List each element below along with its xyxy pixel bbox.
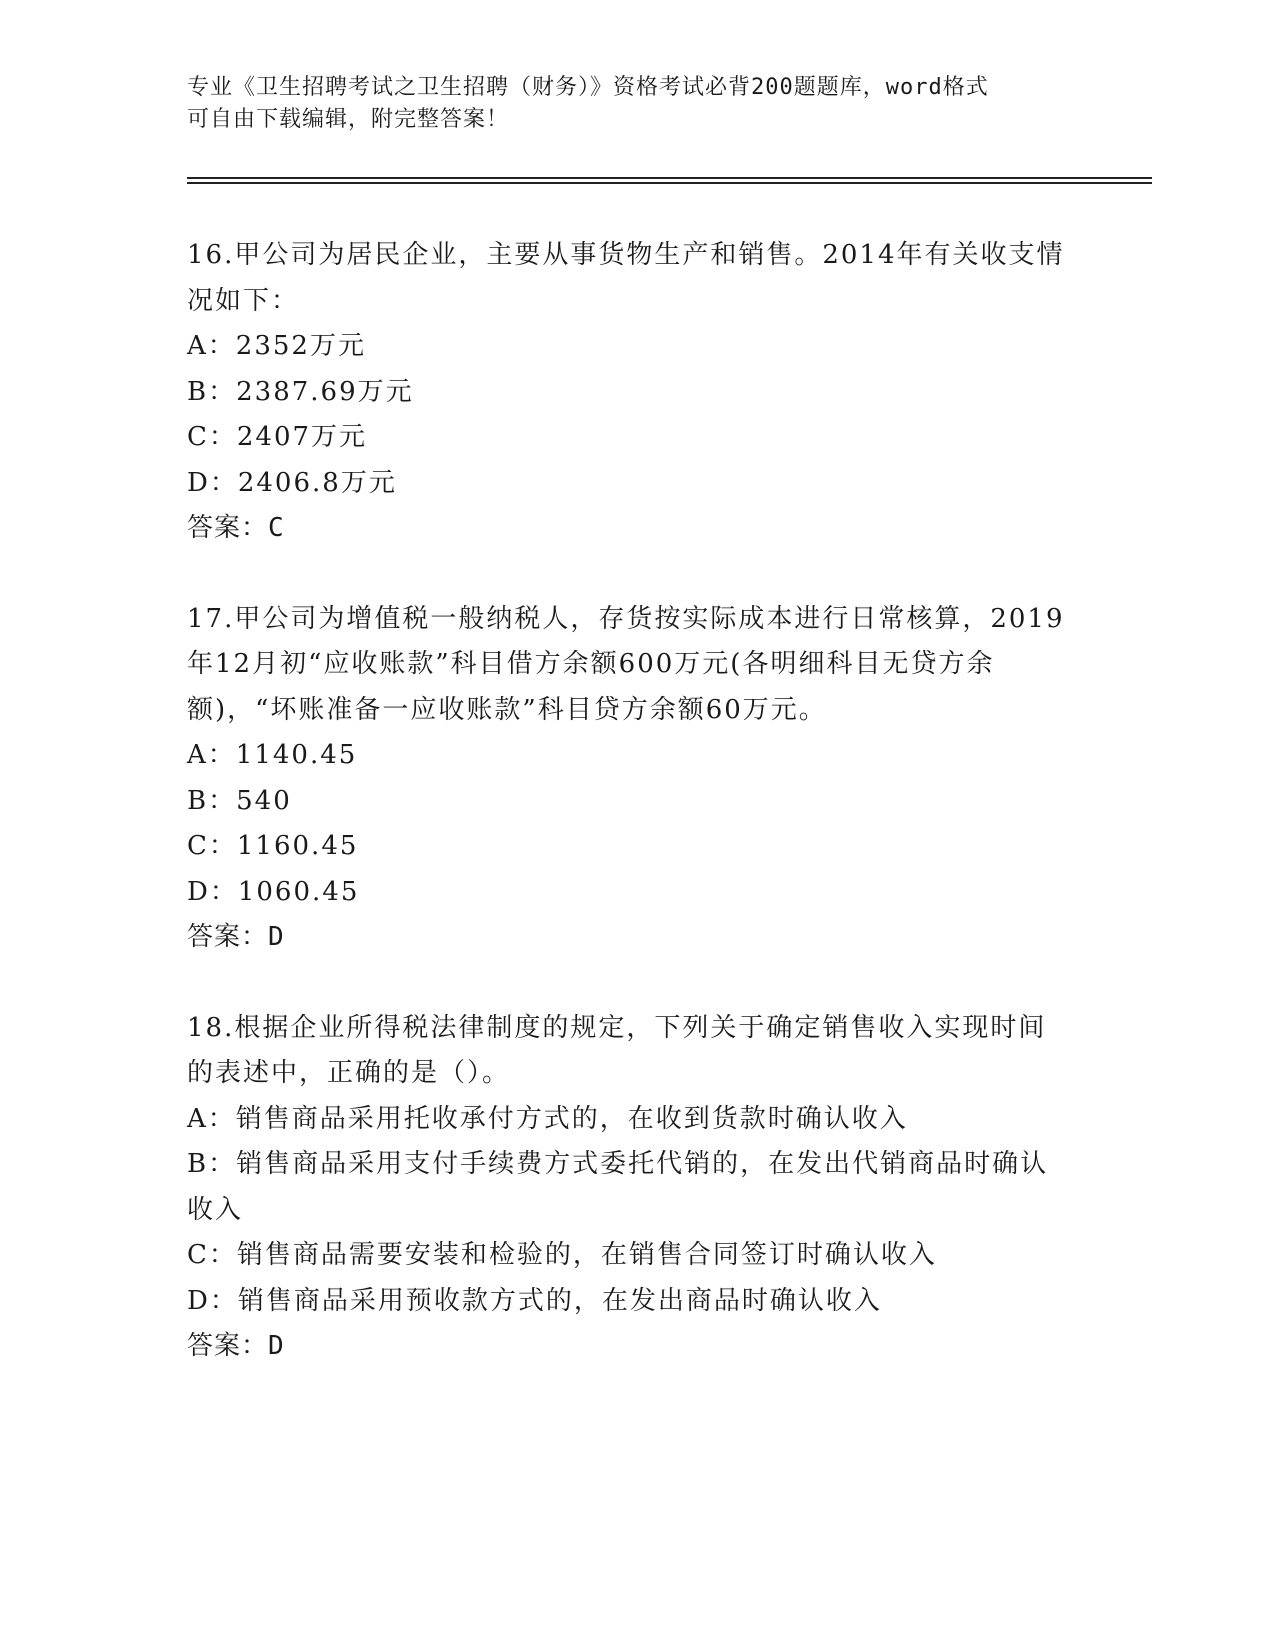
option-a: A：1140.45: [187, 740, 358, 770]
header-line: 专业《卫生招聘考试之卫生招聘（财务）》资格考试必背200题题库，word格式: [187, 75, 989, 100]
header-divider: [187, 177, 1152, 179]
option-c: C：销售商品需要安装和检验的，在销售合同签订时确认收入: [187, 1240, 937, 1270]
question-stem: 18.根据企业所得税法律制度的规定，下列关于确定销售收入实现时间: [187, 1012, 1047, 1043]
question-stem: 额)，“坏账准备一应收账款”科目贷方余额60万元。: [187, 694, 827, 725]
option-b: B：540: [187, 785, 292, 816]
question-stem: 况如下：: [187, 285, 300, 316]
header-line: 可自由下载编辑，附完整答案！: [187, 107, 510, 132]
answer-text: 答案：D: [187, 1331, 285, 1361]
question-list: [187, 233, 1087, 1415]
header-divider: [187, 182, 1152, 184]
document-header: [187, 72, 1067, 136]
question-18: [187, 1006, 1087, 1370]
answer-text: 答案：D: [187, 922, 285, 952]
question-17: [187, 597, 1087, 961]
option-a: A：销售商品采用托收承付方式的，在收到货款时确认收入: [187, 1103, 908, 1134]
option-b: B：2387.69万元: [187, 376, 414, 407]
option-d: D：1060.45: [187, 876, 360, 907]
option-b: B：销售商品采用支付手续费方式委托代销的，在发出代销商品时确认: [187, 1149, 1049, 1179]
option-b-continued: 收入: [187, 1194, 244, 1225]
option-c: C：1160.45: [187, 831, 359, 861]
question-stem: 的表述中，正确的是（）。: [187, 1058, 511, 1088]
question-stem: 16.甲公司为居民企业，主要从事货物生产和销售。2014年有关收支情: [187, 240, 1065, 270]
question-stem: 17.甲公司为增值税一般纳税人，存货按实际成本进行日常核算，2019: [187, 603, 1065, 634]
option-d: D：销售商品采用预收款方式的，在发出商品时确认收入: [187, 1285, 882, 1316]
option-a: A：2352万元: [187, 331, 366, 361]
option-c: C：2407万元: [187, 422, 368, 452]
answer-text: 答案：C: [187, 513, 285, 543]
option-d: D：2406.8万元: [187, 467, 397, 498]
question-stem: 年12月初“应收账款”科目借方余额600万元(各明细科目无贷方余: [187, 649, 995, 679]
question-16: [187, 233, 1087, 552]
